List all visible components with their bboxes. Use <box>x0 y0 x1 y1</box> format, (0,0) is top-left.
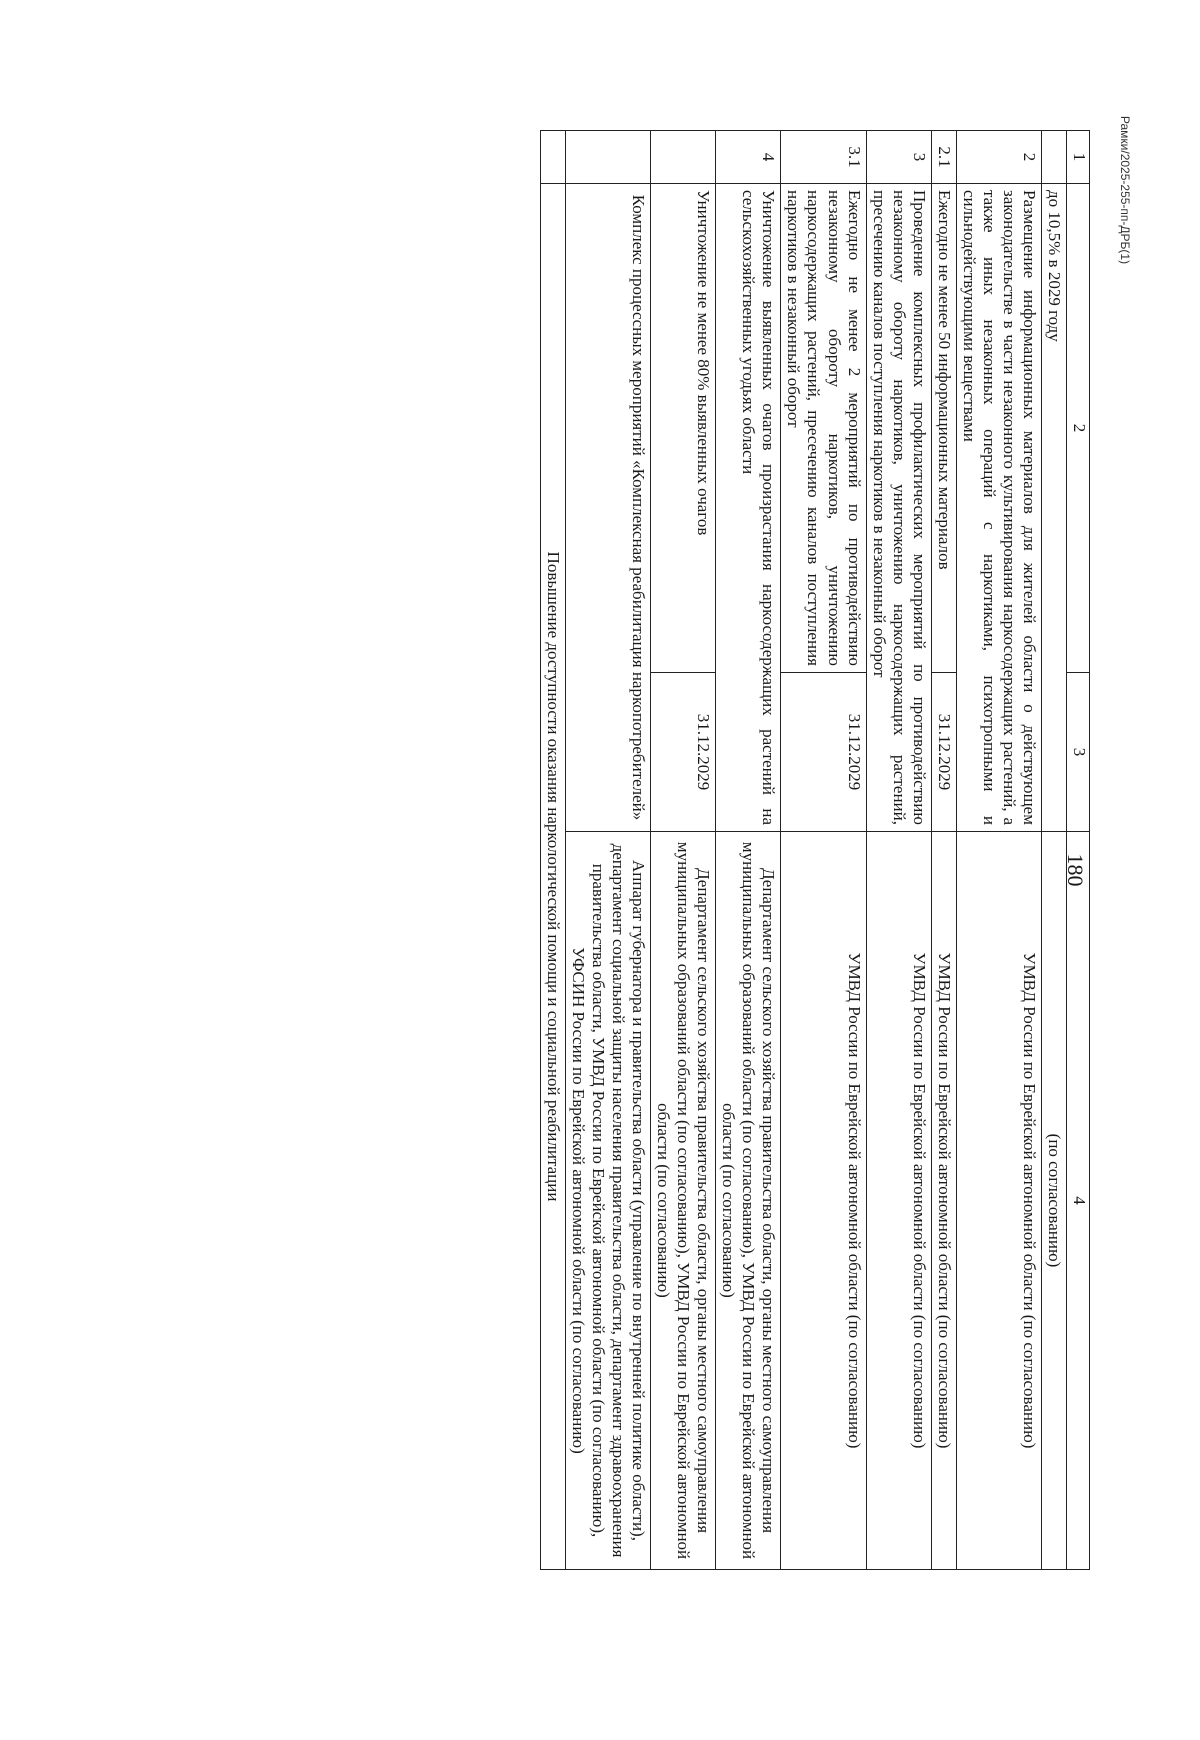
row-deadline: 31.12.2029 <box>651 673 716 832</box>
rotated-table-wrapper <box>170 130 1090 1570</box>
section-title: Повышение доступности оказания наркологической помощи и социальной реабилитации <box>540 184 565 1570</box>
row-number <box>565 131 650 184</box>
row-text: Ежегодно не менее 50 информационных материалов <box>931 184 956 673</box>
table-row <box>956 131 1041 1570</box>
table-row <box>931 131 956 1570</box>
row-number: 2 <box>956 131 1041 184</box>
header-col-2: 2 <box>1067 184 1090 673</box>
row-responsible: УМВД России по Еврейской автономной области (по согласованию) <box>931 832 956 1570</box>
table-row <box>565 131 650 1570</box>
row-responsible: (по согласованию) <box>1041 832 1066 1570</box>
row-text: Уничтожение выявленных очагов произрастания наркосодержащих растений на сельскохозяйственных угодьях области <box>716 184 781 832</box>
document-code: Рамки/2025-255-пп-ДРБ(1) <box>1118 115 1132 265</box>
measures-table <box>540 130 1090 1570</box>
row-responsible: Департамент сельского хозяйства правительства области, органы местного самоуправления муниципальных образований области (по согласованию), УМВД России по Еврейской автономной области (по согласованию) <box>716 832 781 1570</box>
page-number: 180 <box>1063 853 1088 887</box>
row-deadline: 31.12.2029 <box>931 673 956 832</box>
row-responsible: УМВД России по Еврейской автономной области (по согласованию) <box>781 832 866 1570</box>
row-text: Размещение информационных материалов для жителей области о действующем законодательстве в части незаконного культивирования наркосодержащих растений, а также иных незаконных операций с наркотиками, психотропными и сильнодействующими веществами <box>956 184 1041 832</box>
row-text: Уничтожение не менее 80% выявленных очагов <box>651 184 716 673</box>
row-responsible: УМВД России по Еврейской автономной области (по согласованию) <box>866 832 931 1570</box>
header-col-1: 1 <box>1067 131 1090 184</box>
row-number <box>1041 131 1066 184</box>
table-row <box>651 131 716 1570</box>
table-header-row <box>1067 131 1090 1570</box>
table-row <box>866 131 931 1570</box>
table-row <box>1041 131 1066 1570</box>
row-number <box>651 131 716 184</box>
row-text: Комплекс процессных мероприятий «Комплексная реабилитация наркопотребителей» <box>565 184 650 832</box>
row-deadline: 31.12.2029 <box>781 673 866 832</box>
row-number: 3.1 <box>781 131 866 184</box>
row-number <box>540 131 565 184</box>
row-responsible: Аппарат губернатора и правительства области (управление по внутренней политике области), департамент социальной защиты населения правительства области, департамент здравоохранения правительства области, УМВД России по Еврейской автономной области (по согласованию), УФСИН России по Еврейской автономной области (по согласованию) <box>565 832 650 1570</box>
table-row <box>781 131 866 1570</box>
section-row <box>540 131 565 1570</box>
table-row <box>716 131 781 1570</box>
header-col-3: 3 <box>1067 673 1090 832</box>
row-responsible: УМВД России по Еврейской автономной области (по согласованию) <box>956 832 1041 1570</box>
header-col-4: 4 <box>1067 832 1090 1570</box>
row-number: 3 <box>866 131 931 184</box>
row-number: 4 <box>716 131 781 184</box>
row-number: 2.1 <box>931 131 956 184</box>
row-text: Ежегодно не менее 2 мероприятий по противодействию незаконному обороту наркотиков, уничтожению наркосодержащих растений, пресечению каналов поступления наркотиков в незаконный оборот <box>781 184 866 673</box>
row-text: Проведение комплексных профилактических мероприятий по противодействию незаконному обороту наркотиков, уничтожению наркосодержащих растений, пресечению каналов поступления наркотиков в незаконный оборот <box>866 184 931 832</box>
row-responsible: Департамент сельского хозяйства правительства области, органы местного самоуправления муниципальных образований области (по согласованию), УМВД России по Еврейской автономной области (по согласованию) <box>651 832 716 1570</box>
row-text: до 10,5% в 2029 году <box>1041 184 1066 832</box>
